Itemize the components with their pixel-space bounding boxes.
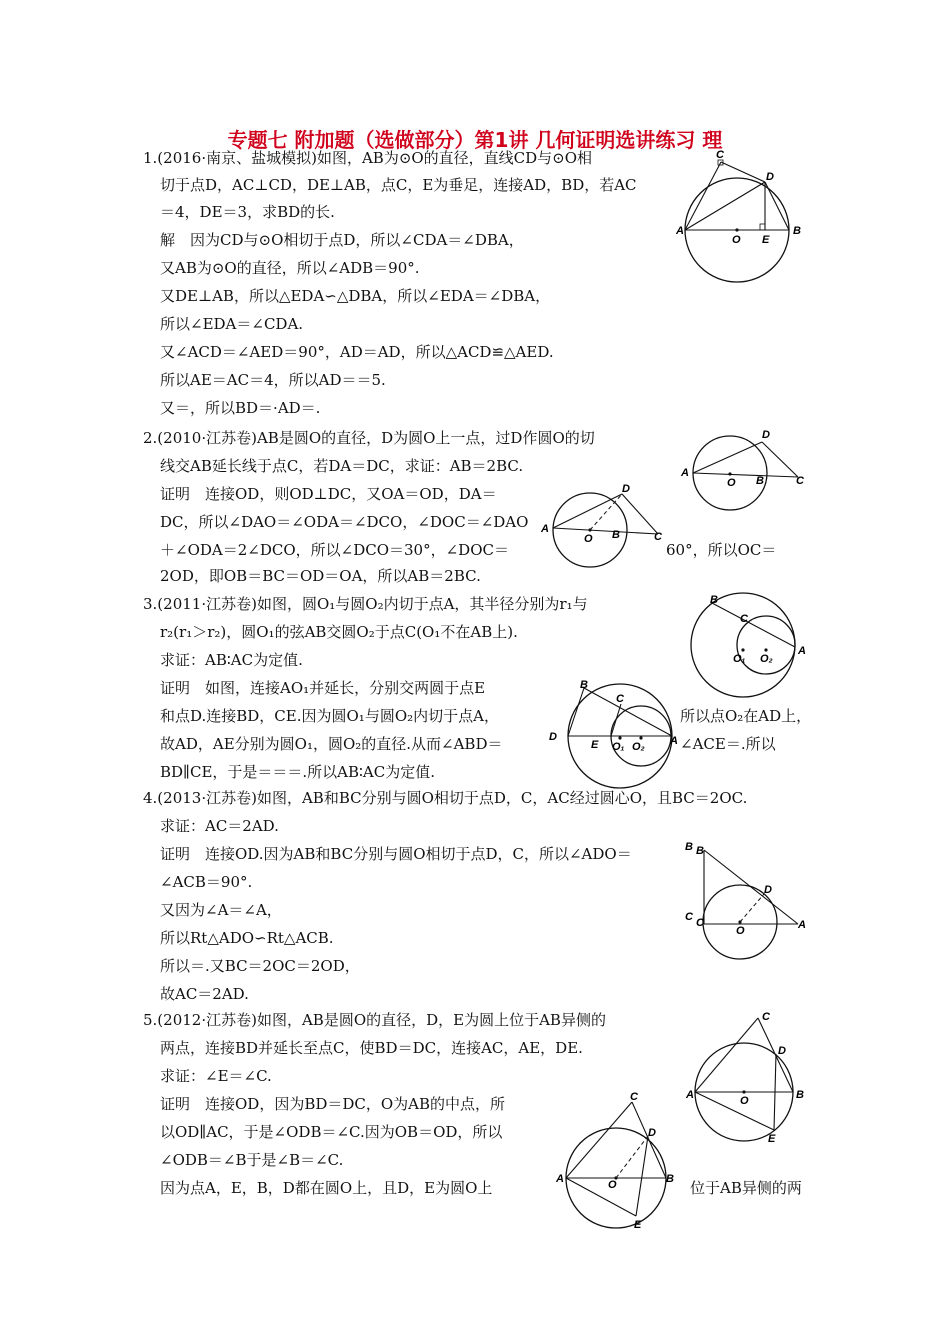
point-label: B <box>756 475 764 487</box>
text-line: 所以Rt△ADO∽Rt△ACB. <box>160 929 334 947</box>
point-label: D <box>648 1127 656 1139</box>
text-line: 求证：∠E＝∠C. <box>160 1067 272 1085</box>
point-label: O₂ <box>760 653 773 665</box>
point-label: A <box>686 1089 694 1101</box>
point-label: D <box>766 171 774 183</box>
point-label: C <box>654 531 662 543</box>
point-label: E <box>762 234 770 246</box>
text-line: 所以∠EDA＝∠CDA. <box>160 315 304 333</box>
text-line: 求证：AB∶AC为定值. <box>160 651 303 669</box>
text-line: 故AC＝2AD. <box>160 985 249 1003</box>
text-line: 证明 如图，连接AO₁并延长，分别交两圆于点E <box>160 679 486 697</box>
text-line: 线交AB延长线于点C，若DA＝DC，求证：AB＝2BC. <box>160 457 524 475</box>
figure-2 <box>678 426 808 496</box>
figure-1 <box>676 150 806 290</box>
point-label: A <box>681 467 689 479</box>
point-label: E <box>634 1219 642 1231</box>
text-line: 60°，所以OC＝ <box>666 541 777 559</box>
point-label: A <box>798 919 806 931</box>
text-line: 4.(2013·江苏卷)如图，AB和BC分别与圆O相切于点D，C，AC经过圆心O，且BC＝2OC. <box>143 789 748 807</box>
point-label: O <box>736 925 745 937</box>
text-line: ＝4，DE＝3，求BD的长. <box>160 203 335 221</box>
point-label: C <box>762 1011 770 1023</box>
text-line: r₂(r₁＞r₂)，圆O₁的弦AB交圆O₂于点C(O₁不在AB上). <box>160 623 518 641</box>
text-line: DC，所以∠DAO＝∠ODA＝∠DCO，∠DOC＝∠DAO <box>160 513 529 531</box>
point-label: A <box>676 225 684 237</box>
text-line: 证明 连接OD，因为BD＝DC，O为AB的中点，所 <box>160 1095 506 1113</box>
figure-6 <box>680 838 810 948</box>
text-line: 1.(2016·南京、盐城模拟)如图，AB为⊙O的直径，直线CD与⊙O相 <box>143 149 593 167</box>
point-label: B <box>710 594 718 606</box>
text-line: 证明 连接OD.因为AB和BC分别与圆O相切于点D，C，所以∠ADO＝ <box>160 845 632 863</box>
point-label: B <box>580 679 588 691</box>
point-label: D <box>778 1045 786 1057</box>
figure-5 <box>546 676 686 788</box>
text-line: BD∥CE，于是＝＝＝.所以AB∶AC为定值. <box>160 763 436 781</box>
point-label: C <box>616 693 624 705</box>
point-label: O <box>740 1095 749 1107</box>
point-label: C <box>630 1091 638 1103</box>
text-line: ∠ACE＝.所以 <box>680 735 776 753</box>
text-line: 和点D.连接BD，CE.因为圆O₁与圆O₂内切于点A， <box>160 707 499 725</box>
point-label: B <box>685 841 693 853</box>
point-label: O <box>608 1179 617 1191</box>
text-line: 又DE⊥AB，所以△EDA∽△DBA，所以∠EDA＝∠DBA， <box>160 287 551 305</box>
point-label: D <box>762 429 770 441</box>
point-label: C <box>716 149 724 161</box>
point-label: D <box>622 483 630 495</box>
page-title: 专题七 附加题（选做部分）第1讲 几何证明选讲练习 理 <box>227 128 723 152</box>
text-line: 2.(2010·江苏卷)AB是圆O的直径，D为圆O上一点，过D作圆O的切 <box>143 429 595 447</box>
text-line: 所以点O₂在AD上， <box>680 707 812 725</box>
point-label: C <box>685 911 693 923</box>
point-label: C <box>696 917 704 929</box>
point-label: O <box>584 533 593 545</box>
figure-4 <box>690 590 820 700</box>
point-label: E <box>591 739 599 751</box>
point-label: B <box>796 1089 804 1101</box>
point-label: D <box>764 884 772 896</box>
text-line: 又因为∠A＝∠A， <box>160 901 282 919</box>
point-label: C <box>796 475 804 487</box>
text-line: ∠ODB＝∠B于是∠B＝∠C. <box>160 1151 344 1169</box>
point-label: B <box>793 225 801 237</box>
text-line: ∠ACB＝90°. <box>160 873 253 891</box>
figure-3 <box>540 482 670 572</box>
text-line: 因为点A，E，B，D都在圆O上，且D，E为圆O上 <box>160 1179 493 1197</box>
figure-8 <box>556 1090 686 1230</box>
point-label: B <box>666 1173 674 1185</box>
point-label: A <box>798 645 806 657</box>
point-label: A <box>541 523 549 535</box>
text-line: 又∠ACD＝∠AED＝90°，AD＝AD，所以△ACD≌△AED. <box>160 343 554 361</box>
text-line: 2OD，即OB＝BC＝OD＝OA，所以AB＝2BC. <box>160 567 481 585</box>
text-line: 以OD∥AC，于是∠ODB＝∠C.因为OB＝OD，所以 <box>160 1123 503 1141</box>
text-line: 切于点D，AC⊥CD，DE⊥AB，点C，E为垂足，连接AD，BD，若AC <box>160 176 637 194</box>
point-label: A <box>556 1173 564 1185</box>
text-line: 所以＝.又BC＝2OC＝2OD， <box>160 957 360 975</box>
text-line: 解 因为CD与⊙O相切于点D，所以∠CDA＝∠DBA， <box>160 231 524 249</box>
text-line: 证明 连接OD，则OD⊥DC，又OA＝OD，DA＝ <box>160 485 497 503</box>
point-label: D <box>549 731 557 743</box>
text-line: 5.(2012·江苏卷)如图，AB是圆O的直径，D，E为圆上位于AB异侧的 <box>143 1011 606 1029</box>
text-line: 又AB为⊙O的直径，所以∠ADB＝90°. <box>160 259 420 277</box>
text-line: 又＝，所以BD＝·AD＝. <box>160 399 321 417</box>
text-line: 求证：AC＝2AD. <box>160 817 279 835</box>
point-label: O₂ <box>632 741 645 753</box>
figure-7 <box>686 1008 816 1148</box>
point-label: E <box>768 1133 776 1145</box>
point-label: O₁ <box>733 653 746 665</box>
point-label: A <box>670 735 678 747</box>
text-line: 两点，连接BD并延长至点C，使BD＝DC，连接AC，AE，DE. <box>160 1039 583 1057</box>
point-label: C <box>740 613 748 625</box>
text-line: 3.(2011·江苏卷)如图，圆O₁与圆O₂内切于点A，其半径分别为r₁与 <box>143 595 588 613</box>
point-label: O <box>727 477 736 489</box>
text-line: ＋∠ODA＝2∠DCO，所以∠DCO＝30°，∠DOC＝ <box>160 541 509 559</box>
point-label: O₁ <box>612 741 625 753</box>
text-line: 位于AB异侧的两 <box>690 1179 802 1197</box>
text-line: 故AD，AE分别为圆O₁，圆O₂的直径.从而∠ABD＝ <box>160 735 503 753</box>
point-label: B <box>696 845 704 857</box>
point-label: O <box>732 234 741 246</box>
point-label: B <box>612 529 620 541</box>
text-line: 所以AE＝AC＝4，所以AD＝＝5. <box>160 371 386 389</box>
